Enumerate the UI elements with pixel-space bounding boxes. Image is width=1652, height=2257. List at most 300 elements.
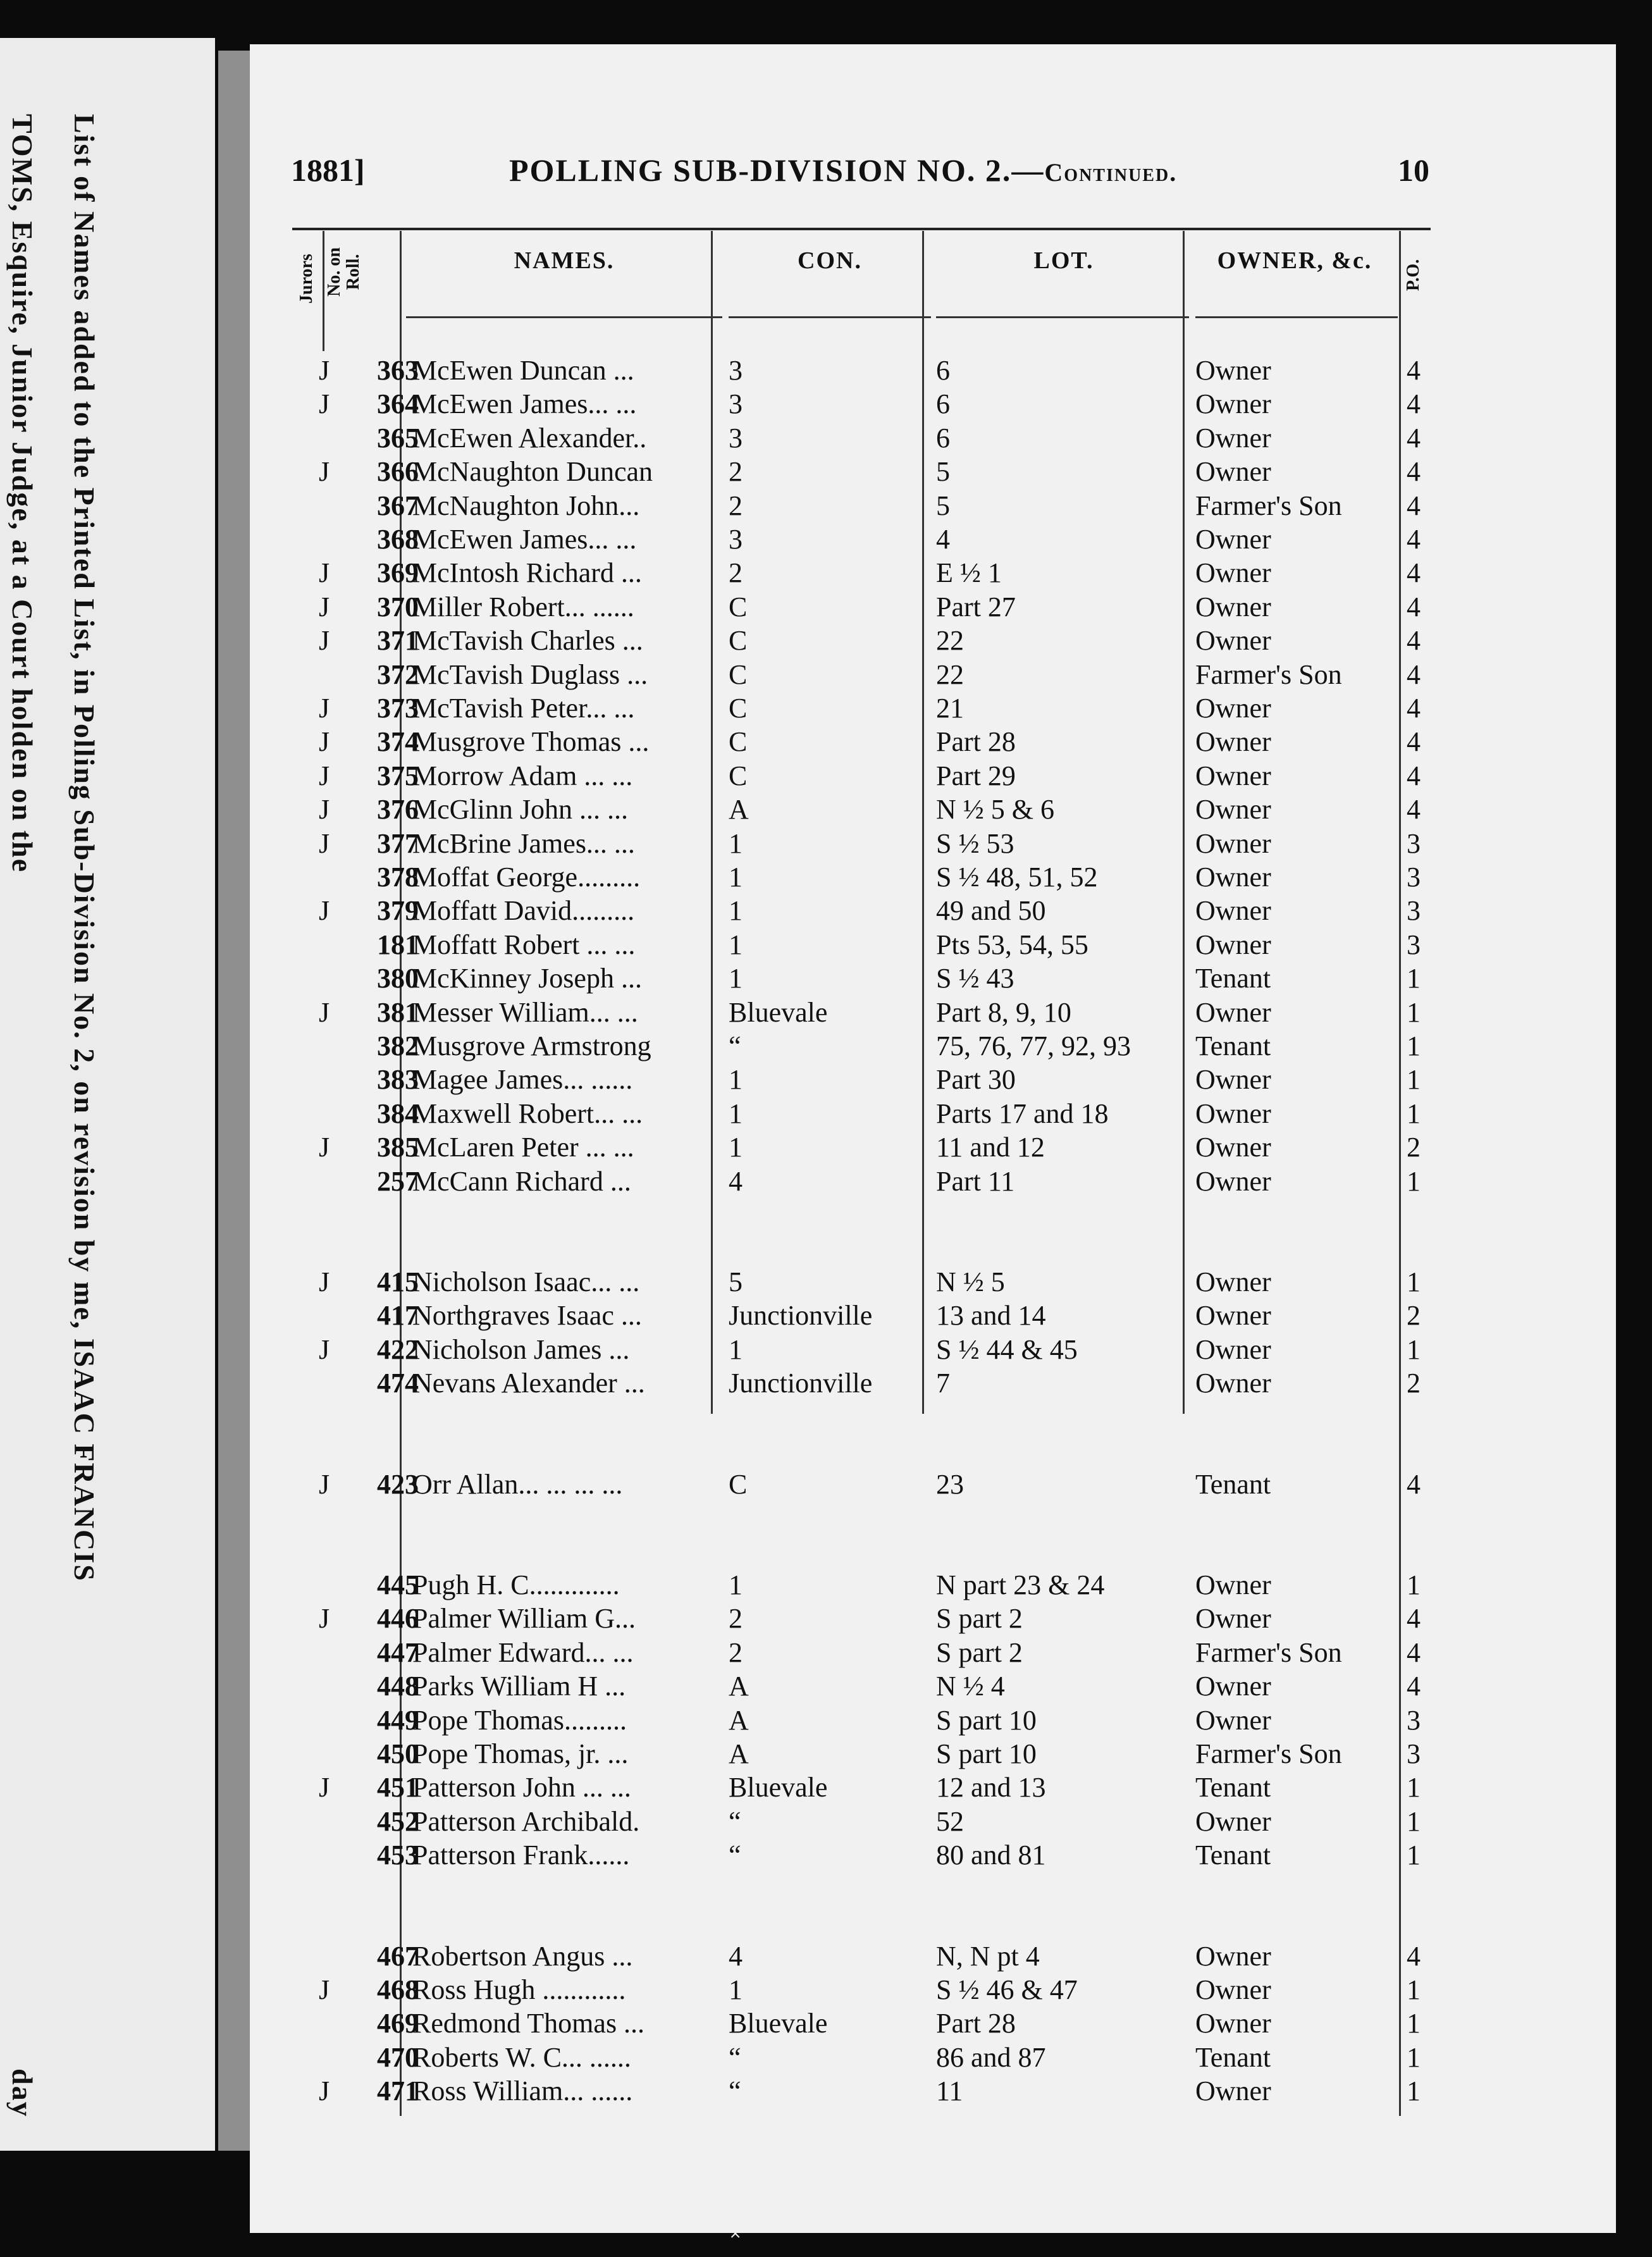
table-row xyxy=(292,692,1431,726)
voter-name: Patterson Archibald. xyxy=(412,1805,640,1837)
table-row xyxy=(292,2075,1431,2108)
post-office: 1 xyxy=(1407,963,1421,994)
voter-name: Musgrove Armstrong xyxy=(412,1030,651,1061)
header-title-main: POLLING SUB-DIVISION NO. 2.— xyxy=(509,152,1045,188)
table-row xyxy=(292,793,1431,827)
concession: 1 xyxy=(729,1569,743,1600)
col-header-roll-no: No. on Roll. xyxy=(324,247,363,297)
table-row xyxy=(292,1165,1431,1199)
table-row xyxy=(292,1299,1431,1333)
voter-name: McEwen James... ... xyxy=(412,524,637,555)
concession: Bluevale xyxy=(729,1772,828,1803)
owner-status: Owner xyxy=(1195,794,1271,826)
juror-mark: J xyxy=(319,1468,330,1500)
roll-number: 450 xyxy=(377,1738,419,1769)
post-office: 4 xyxy=(1407,1468,1421,1500)
post-office: 4 xyxy=(1407,760,1421,791)
table-row xyxy=(292,1468,1431,1502)
juror-mark: J xyxy=(319,726,330,758)
post-office: 4 xyxy=(1407,591,1421,622)
post-office: 4 xyxy=(1407,659,1421,690)
juror-mark: J xyxy=(319,388,330,420)
owner-status: Tenant xyxy=(1195,1468,1271,1500)
header-underline xyxy=(936,316,1189,318)
owner-status: Owner xyxy=(1195,693,1271,724)
voter-name: Robertson Angus ... xyxy=(412,1940,633,1972)
lot: 6 xyxy=(936,355,950,386)
table-row xyxy=(292,1602,1431,1636)
roll-number: 257 xyxy=(377,1165,419,1197)
concession: 4 xyxy=(729,1165,743,1197)
owner-status: Owner xyxy=(1195,388,1271,420)
juror-mark: J xyxy=(319,1132,330,1163)
table-row xyxy=(292,861,1431,894)
owner-status: Owner xyxy=(1195,862,1271,893)
lot: Part 29 xyxy=(936,760,1016,791)
table-row xyxy=(292,490,1431,523)
col-header-owner: OWNER, &c. xyxy=(1217,247,1372,274)
concession: 1 xyxy=(729,827,743,859)
col-header-po: P.O. xyxy=(1403,259,1423,291)
concession: C xyxy=(729,591,748,622)
roll-number: 181 xyxy=(377,929,419,960)
voter-name: Roberts W. C... ...... xyxy=(412,2041,631,2073)
col-header-con: CON. xyxy=(798,247,862,274)
voter-name: Musgrove Thomas ... xyxy=(412,726,650,758)
table-row xyxy=(292,1974,1431,2007)
roll-number: 364 xyxy=(377,388,419,420)
post-office: 4 xyxy=(1407,1940,1421,1972)
lot: 75, 76, 77, 92, 93 xyxy=(936,1030,1131,1061)
lot: Part 8, 9, 10 xyxy=(936,996,1071,1028)
lot: 86 and 87 xyxy=(936,2041,1046,2073)
concession: “ xyxy=(729,1030,741,1061)
post-office: 4 xyxy=(1407,388,1421,420)
concession: 1 xyxy=(729,1098,743,1129)
roll-number: 369 xyxy=(377,557,419,589)
concession: 3 xyxy=(729,388,743,420)
voter-name: Northgraves Isaac ... xyxy=(412,1300,642,1332)
voter-name: McTavish Duglass ... xyxy=(412,659,648,690)
concession: C xyxy=(729,693,748,724)
table-row xyxy=(292,1805,1431,1839)
lot: N part 23 & 24 xyxy=(936,1569,1105,1600)
lot: S ½ 46 & 47 xyxy=(936,1974,1078,2005)
table-row xyxy=(292,726,1431,759)
voter-name: Palmer William G... xyxy=(412,1603,636,1635)
lot: S ½ 44 & 45 xyxy=(936,1333,1078,1365)
lot: 49 and 50 xyxy=(936,895,1046,927)
post-office: 4 xyxy=(1407,1671,1421,1702)
roll-number: 470 xyxy=(377,2041,419,2073)
left-page-fragment xyxy=(0,38,215,2151)
header-underline xyxy=(406,316,722,318)
voter-name: Palmer Edward... ... xyxy=(412,1636,634,1668)
post-office: 4 xyxy=(1407,1636,1421,1668)
roll-number: 372 xyxy=(377,659,419,690)
roll-number: 467 xyxy=(377,1940,419,1972)
concession: C xyxy=(729,625,748,657)
owner-status: Tenant xyxy=(1195,1840,1271,1871)
concession: 1 xyxy=(729,1064,743,1096)
roll-number: 375 xyxy=(377,760,419,791)
owner-status: Owner xyxy=(1195,2075,1271,2107)
owner-status: Tenant xyxy=(1195,1772,1271,1803)
owner-status: Owner xyxy=(1195,929,1271,960)
table-row xyxy=(292,354,1431,388)
post-office: 2 xyxy=(1407,1368,1421,1399)
voter-name: Nicholson Isaac... ... xyxy=(412,1266,640,1297)
table-row xyxy=(292,962,1431,996)
voter-name: Patterson Frank...... xyxy=(412,1840,630,1871)
roll-number: 365 xyxy=(377,422,419,454)
page-number: 10 xyxy=(1398,152,1429,188)
post-office: 1 xyxy=(1407,1030,1421,1061)
concession: “ xyxy=(729,1840,741,1871)
owner-status: Owner xyxy=(1195,895,1271,927)
voter-name: Pope Thomas......... xyxy=(412,1704,627,1736)
concession: 1 xyxy=(729,963,743,994)
post-office: 1 xyxy=(1407,1333,1421,1365)
owner-status: Owner xyxy=(1195,422,1271,454)
post-office: 1 xyxy=(1407,1266,1421,1297)
voter-name: Patterson John ... ... xyxy=(412,1772,631,1803)
owner-status: Owner xyxy=(1195,591,1271,622)
lot: S part 2 xyxy=(936,1603,1023,1635)
roll-number: 371 xyxy=(377,625,419,657)
lot: S ½ 53 xyxy=(936,827,1014,859)
post-office: 3 xyxy=(1407,1704,1421,1736)
lot: Part 11 xyxy=(936,1165,1015,1197)
roll-number: 370 xyxy=(377,591,419,622)
concession: “ xyxy=(729,2075,741,2107)
voter-name: McEwen Alexander.. xyxy=(412,422,647,454)
post-office: 1 xyxy=(1407,1772,1421,1803)
owner-status: Owner xyxy=(1195,456,1271,488)
owner-status: Owner xyxy=(1195,760,1271,791)
juror-mark: J xyxy=(319,760,330,791)
roll-number: 445 xyxy=(377,1569,419,1600)
lot: S part 10 xyxy=(936,1738,1037,1769)
roll-number: 451 xyxy=(377,1772,419,1803)
roll-number: 382 xyxy=(377,1030,419,1061)
lot: 7 xyxy=(936,1368,950,1399)
lot: Part 28 xyxy=(936,726,1016,758)
roll-number: 453 xyxy=(377,1840,419,1871)
owner-status: Farmer's Son xyxy=(1195,1738,1342,1769)
concession: 5 xyxy=(729,1266,743,1297)
voter-name: Pugh H. C............. xyxy=(412,1569,620,1600)
juror-mark: J xyxy=(319,456,330,488)
roll-number: 363 xyxy=(377,355,419,386)
table-row xyxy=(292,996,1431,1030)
table-row xyxy=(292,422,1431,455)
lot: S part 2 xyxy=(936,1636,1023,1668)
voter-name: Pope Thomas, jr. ... xyxy=(412,1738,629,1769)
table-top-rule xyxy=(292,228,1431,230)
post-office: 2 xyxy=(1407,1300,1421,1332)
lot: E ½ 1 xyxy=(936,557,1002,589)
concession: 3 xyxy=(729,524,743,555)
left-page-line-2-text: TOMS, Esquire, Junior Judge, at a Court holden on the xyxy=(6,114,39,873)
concession: 2 xyxy=(729,1603,743,1635)
concession: C xyxy=(729,726,748,758)
roll-number: 448 xyxy=(377,1671,419,1702)
concession: 2 xyxy=(729,490,743,521)
owner-status: Owner xyxy=(1195,2008,1271,2039)
header-year: 1881] xyxy=(291,152,365,188)
post-office: 1 xyxy=(1407,2008,1421,2039)
post-office: 1 xyxy=(1407,1165,1421,1197)
concession: “ xyxy=(729,2041,741,2073)
juror-mark: J xyxy=(319,557,330,589)
post-office: 3 xyxy=(1407,929,1421,960)
concession: 1 xyxy=(729,929,743,960)
concession: 3 xyxy=(729,355,743,386)
lot: 23 xyxy=(936,1468,964,1500)
voter-name: Morrow Adam ... ... xyxy=(412,760,633,791)
col-header-jurors: Jurors xyxy=(297,254,316,304)
roll-number: 374 xyxy=(377,726,419,758)
concession: Junctionville xyxy=(729,1368,873,1399)
roll-number: 373 xyxy=(377,693,419,724)
owner-status: Owner xyxy=(1195,1671,1271,1702)
concession: Bluevale xyxy=(729,2008,828,2039)
voter-name: Redmond Thomas ... xyxy=(412,2008,645,2039)
lot: Part 28 xyxy=(936,2008,1016,2039)
owner-status: Owner xyxy=(1195,827,1271,859)
voter-name: McKinney Joseph ... xyxy=(412,963,642,994)
roll-number: 468 xyxy=(377,1974,419,2005)
concession: 2 xyxy=(729,1636,743,1668)
lot: 22 xyxy=(936,625,964,657)
table-row xyxy=(292,659,1431,692)
owner-status: Owner xyxy=(1195,1940,1271,1972)
lot: N ½ 5 xyxy=(936,1266,1005,1297)
roll-number: 368 xyxy=(377,524,419,555)
left-page-line-1: List of Names added to the Printed List, in Polling Sub-Division No. 2, on revision by me, ISAAC FRANCIS xyxy=(68,114,101,1582)
voter-name: Nevans Alexander ... xyxy=(412,1368,645,1399)
table-row xyxy=(292,894,1431,928)
concession: 1 xyxy=(729,895,743,927)
lot: Parts 17 and 18 xyxy=(936,1098,1109,1129)
table-row xyxy=(292,760,1431,793)
juror-mark: J xyxy=(319,355,330,386)
owner-status: Owner xyxy=(1195,1064,1271,1096)
lot: 13 and 14 xyxy=(936,1300,1046,1332)
lot: S ½ 48, 51, 52 xyxy=(936,862,1098,893)
lot: S ½ 43 xyxy=(936,963,1014,994)
concession: C xyxy=(729,760,748,791)
owner-status: Owner xyxy=(1195,524,1271,555)
concession: 1 xyxy=(729,1333,743,1365)
voter-name: McNaughton Duncan xyxy=(412,456,653,488)
roll-number: 381 xyxy=(377,996,419,1028)
post-office: 4 xyxy=(1407,456,1421,488)
table-row xyxy=(292,1131,1431,1165)
juror-mark: J xyxy=(319,2075,330,2107)
table-row xyxy=(292,1670,1431,1704)
lot: S part 10 xyxy=(936,1704,1037,1736)
table-row xyxy=(292,929,1431,962)
voter-name: Ross Hugh ............ xyxy=(412,1974,626,2005)
col-header-names: NAMES. xyxy=(514,247,615,274)
voter-name: Messer William... ... xyxy=(412,996,638,1028)
header-continued: Continued. xyxy=(1044,158,1178,187)
owner-status: Farmer's Son xyxy=(1195,659,1342,690)
post-office: 4 xyxy=(1407,726,1421,758)
voter-name: McGlinn John ... ... xyxy=(412,794,628,826)
lot: 6 xyxy=(936,388,950,420)
voter-name: McCann Richard ... xyxy=(412,1165,631,1197)
owner-status: Owner xyxy=(1195,1266,1271,1297)
voter-name: Magee James... ...... xyxy=(412,1064,633,1096)
lot: 12 and 13 xyxy=(936,1772,1046,1803)
post-office: 1 xyxy=(1407,2041,1421,2073)
voter-name: Moffatt David......... xyxy=(412,895,635,927)
juror-mark: J xyxy=(319,996,330,1028)
table-row xyxy=(292,455,1431,489)
lot: Part 30 xyxy=(936,1064,1016,1096)
concession: Junctionville xyxy=(729,1300,873,1332)
post-office: 1 xyxy=(1407,1805,1421,1837)
post-office: 3 xyxy=(1407,895,1421,927)
concession: 3 xyxy=(729,422,743,454)
roll-number: 452 xyxy=(377,1805,419,1837)
post-office: 4 xyxy=(1407,355,1421,386)
roll-number: 447 xyxy=(377,1636,419,1668)
table-row xyxy=(292,1333,1431,1367)
table-row xyxy=(292,2041,1431,2075)
table-row xyxy=(292,1266,1431,1299)
table-row xyxy=(292,1704,1431,1738)
juror-mark: J xyxy=(319,1266,330,1297)
lot: Part 27 xyxy=(936,591,1016,622)
concession: 1 xyxy=(729,862,743,893)
table-row xyxy=(292,557,1431,590)
lot: 22 xyxy=(936,659,964,690)
roll-number: 367 xyxy=(377,490,419,521)
table-row xyxy=(292,2007,1431,2041)
lot: Pts 53, 54, 55 xyxy=(936,929,1088,960)
lot: 6 xyxy=(936,422,950,454)
concession: A xyxy=(729,794,749,826)
left-page-line-2 xyxy=(6,114,39,2118)
concession: A xyxy=(729,1671,749,1702)
table-row xyxy=(292,388,1431,421)
owner-status: Owner xyxy=(1195,557,1271,589)
owner-status: Owner xyxy=(1195,996,1271,1028)
col-header-lot: LOT. xyxy=(1033,247,1094,274)
table-row xyxy=(292,1940,1431,1974)
owner-status: Owner xyxy=(1195,1165,1271,1197)
roll-number: 415 xyxy=(377,1266,419,1297)
roll-number: 471 xyxy=(377,2075,419,2107)
juror-mark: J xyxy=(319,794,330,826)
roll-number: 378 xyxy=(377,862,419,893)
concession: 1 xyxy=(729,1974,743,2005)
roll-number: 377 xyxy=(377,827,419,859)
concession: C xyxy=(729,659,748,690)
roll-number: 379 xyxy=(377,895,419,927)
owner-status: Farmer's Son xyxy=(1195,1636,1342,1668)
juror-mark: J xyxy=(319,1333,330,1365)
voter-name: McIntosh Richard ... xyxy=(412,557,642,589)
roll-number: 474 xyxy=(377,1368,419,1399)
page-header xyxy=(291,152,1448,196)
voter-name: McBrine James... ... xyxy=(412,827,635,859)
juror-mark: J xyxy=(319,625,330,657)
owner-status: Owner xyxy=(1195,726,1271,758)
post-office: 1 xyxy=(1407,1974,1421,2005)
header-underline xyxy=(1195,316,1398,318)
concession: “ xyxy=(729,1805,741,1837)
voter-name: McTavish Peter... ... xyxy=(412,693,635,724)
post-office: 4 xyxy=(1407,1603,1421,1635)
owner-status: Tenant xyxy=(1195,1030,1271,1061)
owner-status: Owner xyxy=(1195,625,1271,657)
concession: A xyxy=(729,1738,749,1769)
concession: 1 xyxy=(729,1132,743,1163)
concession: C xyxy=(729,1468,748,1500)
lot: N ½ 4 xyxy=(936,1671,1005,1702)
owner-status: Owner xyxy=(1195,1368,1271,1399)
roll-number: 385 xyxy=(377,1132,419,1163)
lot: 21 xyxy=(936,693,964,724)
lot: N, N pt 4 xyxy=(936,1940,1040,1972)
owner-status: Owner xyxy=(1195,1704,1271,1736)
lot: 80 and 81 xyxy=(936,1840,1046,1871)
post-office: 1 xyxy=(1407,2075,1421,2107)
lot: 5 xyxy=(936,456,950,488)
voter-name: Ross William... ...... xyxy=(412,2075,633,2107)
owner-status: Tenant xyxy=(1195,963,1271,994)
voter-name: McEwen Duncan ... xyxy=(412,355,634,386)
juror-mark: J xyxy=(319,1974,330,2005)
roll-number: 380 xyxy=(377,963,419,994)
roll-number: 366 xyxy=(377,456,419,488)
lot: 11 xyxy=(936,2075,963,2107)
table-row xyxy=(292,1367,1431,1401)
voter-name: McEwen James... ... xyxy=(412,388,637,420)
juror-mark: J xyxy=(319,827,330,859)
post-office: 3 xyxy=(1407,1738,1421,1769)
juror-mark: J xyxy=(319,693,330,724)
owner-status: Tenant xyxy=(1195,2041,1271,2073)
post-office: 2 xyxy=(1407,1132,1421,1163)
lot: N ½ 5 & 6 xyxy=(936,794,1054,826)
owner-status: Owner xyxy=(1195,1603,1271,1635)
owner-status: Farmer's Son xyxy=(1195,490,1342,521)
owner-status: Owner xyxy=(1195,1132,1271,1163)
concession: 4 xyxy=(729,1940,743,1972)
table-row xyxy=(292,1030,1431,1063)
table-row xyxy=(292,1636,1431,1670)
juror-mark: J xyxy=(319,591,330,622)
column-rule xyxy=(323,231,324,351)
voter-name: Miller Robert... ...... xyxy=(412,591,634,622)
post-office: 1 xyxy=(1407,1840,1421,1871)
post-office: 3 xyxy=(1407,862,1421,893)
voter-name: McLaren Peter ... ... xyxy=(412,1132,634,1163)
post-office: 4 xyxy=(1407,625,1421,657)
roll-number: 446 xyxy=(377,1603,419,1635)
juror-mark: J xyxy=(319,895,330,927)
concession: 2 xyxy=(729,557,743,589)
post-office: 4 xyxy=(1407,794,1421,826)
owner-status: Owner xyxy=(1195,1974,1271,2005)
roll-number: 449 xyxy=(377,1704,419,1736)
